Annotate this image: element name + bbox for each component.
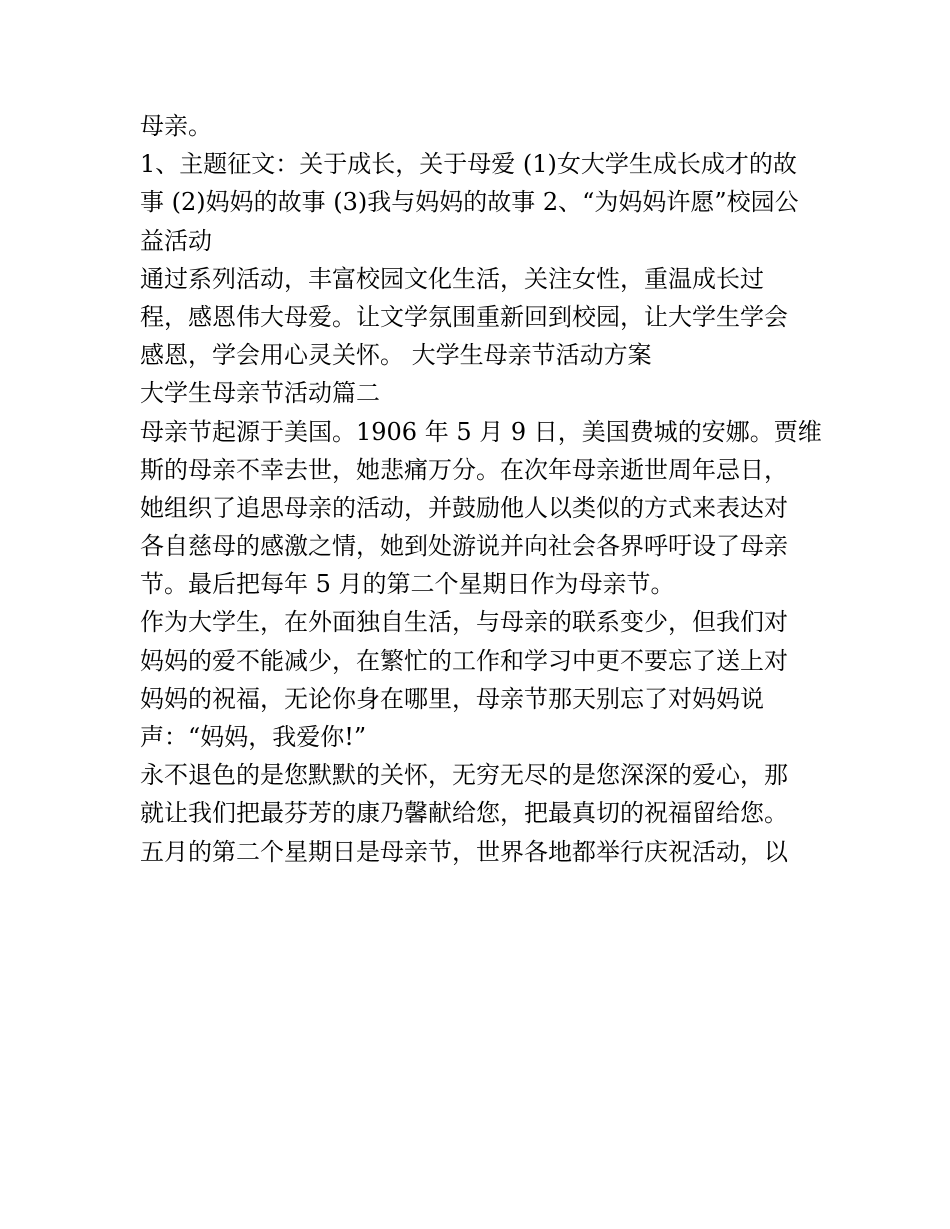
text-line: 1、主题征文：关于成长，关于母爱 (1)女大学生成长成才的故 [140, 150, 797, 179]
text-line: 感恩，学会用心灵关怀。 大学生母亲节活动方案 [140, 341, 652, 370]
text-line: 斯的母亲不幸去世，她悲痛万分。在次年母亲逝世周年忌日， [140, 455, 788, 484]
text-line: 大学生母亲节活动篇二 [140, 379, 380, 408]
text-line: 各自慈母的感激之情，她到处游说并向社会各界呼吁设了母亲 [140, 532, 788, 561]
paragraph-activity-purpose [140, 260, 830, 375]
text-line: 妈妈的爱不能减少，在繁忙的工作和学习中更不要忘了送上对 [140, 646, 788, 675]
text-line: 母亲节起源于美国。1906 年 5 月 9 日，美国费城的安娜。贾维 [140, 417, 822, 446]
paragraph-student-message [140, 603, 830, 756]
text-line: 永不退色的是您默默的关怀，无穷无尽的是您深深的爱心，那 [140, 761, 788, 790]
paragraph-essay-theme [140, 145, 830, 260]
text-line: 程，感恩伟大母爱。让文学氛围重新回到校园，让大学生学会 [140, 302, 788, 331]
text-line: 母亲。 [140, 112, 212, 140]
paragraph-blessing [140, 756, 830, 871]
document-page [140, 107, 830, 871]
text-line: 通过系列活动，丰富校园文化生活，关注女性，重温成长过 [140, 264, 764, 293]
paragraph-continuation [140, 107, 830, 145]
text-line: 就让我们把最芬芳的康乃馨献给您，把最真切的祝福留给您。 [140, 799, 788, 828]
text-line: 节。最后把每年 5 月的第二个星期日作为母亲节。 [140, 570, 675, 599]
text-line: 作为大学生，在外面独自生活，与母亲的联系变少，但我们对 [140, 608, 788, 637]
text-line: 事 (2)妈妈的故事 (3)我与妈妈的故事 2、“为妈妈许愿”校园公 [140, 188, 799, 217]
text-line: 她组织了追思母亲的活动，并鼓励他人以类似的方式来表达对 [140, 493, 788, 522]
text-line: 益活动 [140, 226, 212, 255]
text-line: 五月的第二个星期日是母亲节，世界各地都举行庆祝活动，以 [140, 837, 788, 866]
paragraph-mothers-day-origin [140, 413, 830, 604]
text-line: 声：“妈妈，我爱你!” [140, 723, 367, 751]
text-line: 妈妈的祝福，无论你身在哪里，母亲节那天别忘了对妈妈说 [140, 684, 764, 713]
section-heading [140, 374, 830, 412]
